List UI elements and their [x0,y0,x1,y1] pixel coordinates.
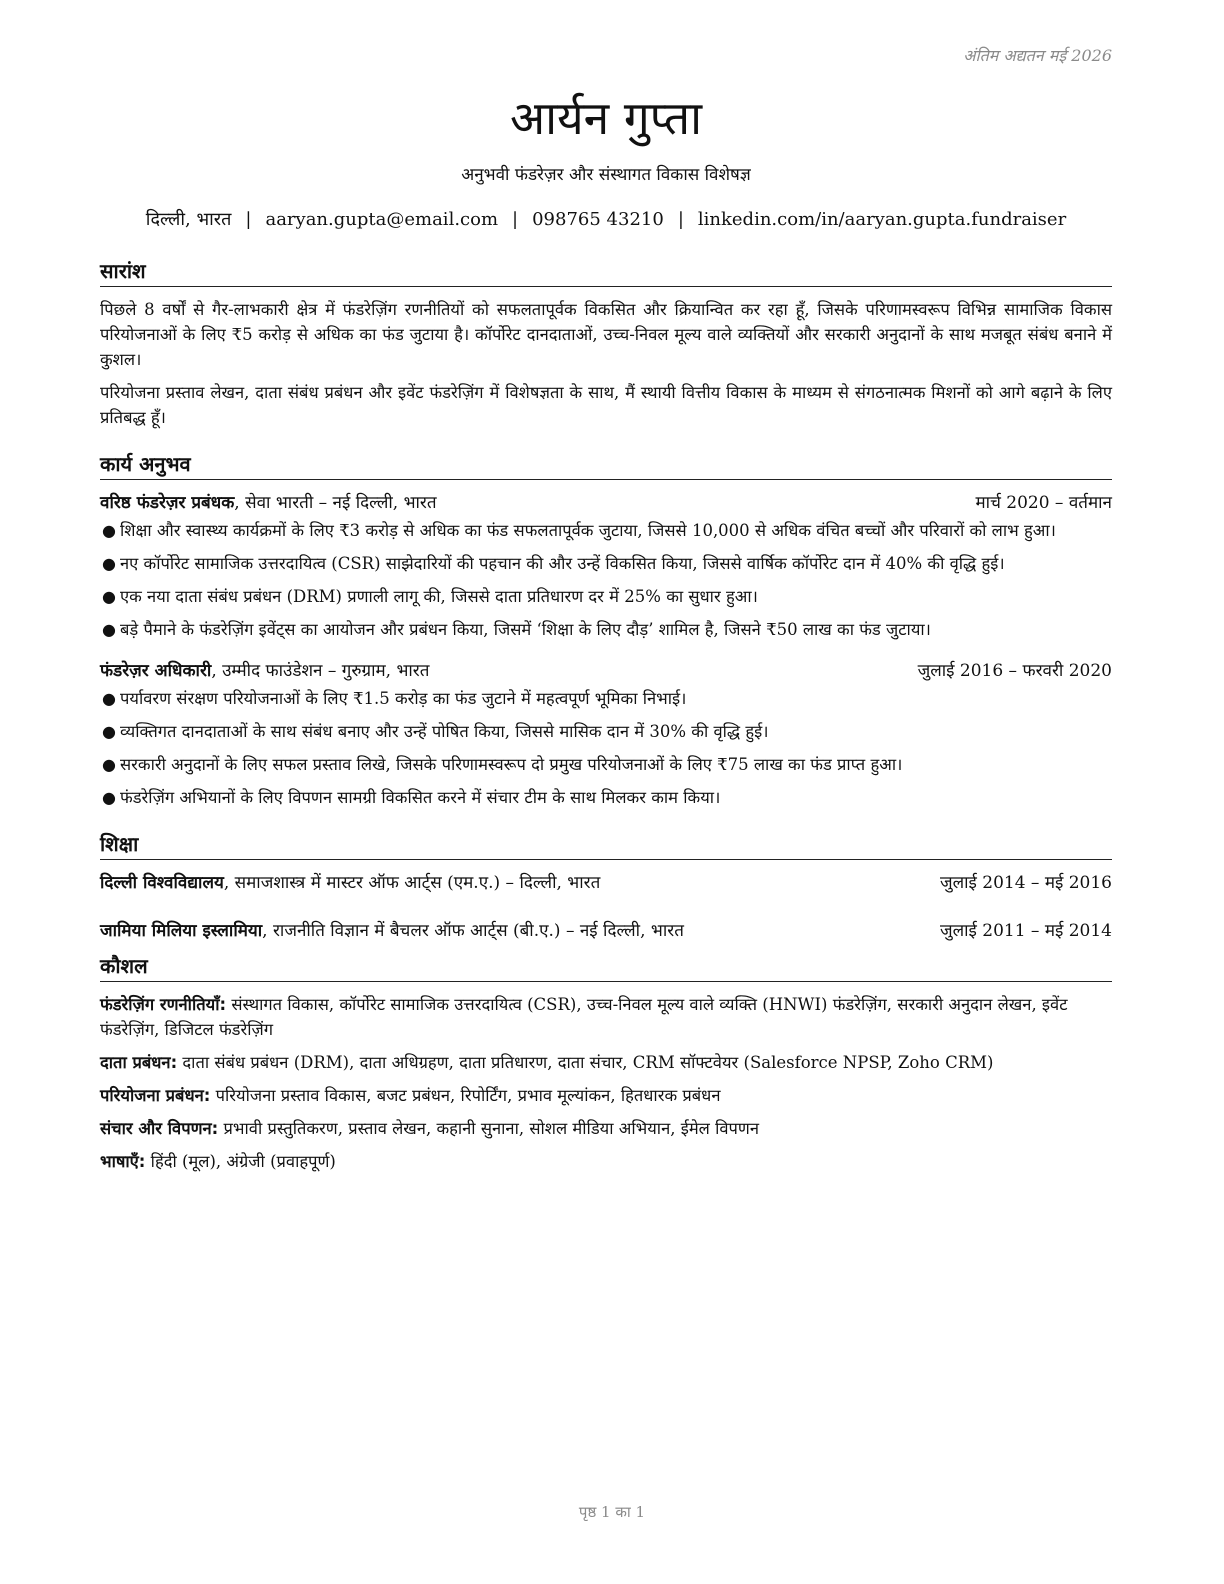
separator: | [677,209,684,230]
job-header [100,490,1112,516]
bullet-item [102,518,1112,543]
bullet-item [102,686,1112,711]
job-role: वरिष्ठ फंडरेज़र प्रबंधक [100,493,235,513]
skill-label: दाता प्रबंधन: [100,1053,178,1072]
candidate-name: आर्यन गुप्ता [509,91,703,145]
education-dates: जुलाई 2011 – मई 2014 [939,921,1112,941]
summary-paragraph: परियोजना प्रस्ताव लेखन, दाता संबंध प्रबंधन और इवेंट फंडरेज़िंग में विशेषज्ञता के साथ, मैं स्थायी वित्तीय विकास के माध्यम से संगठनात्मक मिशनों को आगे बढ़ाने के लिए प्रतिबद्ध हूँ। [100,383,1112,427]
bullet-icon: ● [102,788,116,807]
bullet-icon: ● [102,554,116,573]
bullet-icon: ● [102,620,116,639]
bullet-text: सरकारी अनुदानों के लिए सफल प्रस्ताव लिखे, जिसके परिणामस्वरूप दो प्रमुख परियोजनाओं के लिए ₹75 लाख का फंड प्राप्त हुआ। [120,755,903,774]
education-line [100,870,600,896]
bullet-item [102,584,1112,609]
skill-row [100,1050,1112,1075]
job-title-line [100,490,437,516]
section-title-education: शिक्षा [100,830,1112,860]
bullet-icon: ● [102,689,116,708]
tagline: अनुभवी फंडरेज़र और संस्थागत विकास विशेषज्ञ [461,165,751,185]
summary-paragraph: पिछले 8 वर्षों से गैर-लाभकारी क्षेत्र में फंडरेज़िंग रणनीतियों को सफलतापूर्वक विकसित और क्रियान्वित कर रहा हूँ, जिसके परिणामस्वरूप विभिन्न सामाजिक विकास परियोजनाओं के लिए ₹5 करोड़ से अधिक का फंड जुटाया है। कॉर्पोरेट दानदाताओं, उच्च-निवल मूल्य वाले व्यक्तियों और सरकारी अनुदानों के साथ मजबूत संबंध बनाने में कुशल। [100,300,1112,369]
education-line [100,918,684,944]
bullet-icon: ● [102,521,116,540]
skill-text: दाता संबंध प्रबंधन (DRM), दाता अधिग्रहण, दाता प्रतिधारण, दाता संचार, CRM सॉफ्टवेयर (Salesforce NPSP, Zoho CRM) [177,1053,994,1072]
last-updated: अंतिम अद्यतन मई 2026 [963,46,1112,65]
bullet-item [102,551,1112,576]
bullet-text: शिक्षा और स्वास्थ्य कार्यक्रमों के लिए ₹3 करोड़ से अधिक का फंड सफलतापूर्वक जुटाया, जिससे 10,000 से अधिक वंचित बच्चों और परिवारों को लाभ हुआ। [120,521,1056,540]
skill-row [100,992,1112,1042]
skill-row [100,1116,1112,1141]
education-school: दिल्ली विश्वविद्यालय [100,873,224,893]
bullet-text: व्यक्तिगत दानदाताओं के साथ संबंध बनाए और उन्हें पोषित किया, जिससे मासिक दान में 30% की वृद्धि हुई। [120,722,769,741]
job-header [100,658,1112,684]
bullet-text: पर्यावरण संरक्षण परियोजनाओं के लिए ₹1.5 करोड़ का फंड जुटाने में महत्वपूर्ण भूमिका निभाई। [120,689,687,708]
education-school: जामिया मिलिया इस्लामिया [100,921,263,941]
job-org: , सेवा भारती – नई दिल्ली, भारत [234,493,437,513]
skill-label: संचार और विपणन: [100,1119,219,1138]
bullet-item [102,719,1112,744]
skill-text: परियोजना प्रस्ताव विकास, बजट प्रबंधन, रिपोर्टिंग, प्रभाव मूल्यांकन, हितधारक प्रबंधन [210,1086,721,1105]
separator: | [512,209,519,230]
page-number: पृष्ठ 1 का 1 [578,1503,646,1521]
job-title-line [100,658,429,684]
phone: 098765 43210 [532,209,664,230]
job-bullets [100,686,1112,810]
bullet-item [102,752,1112,777]
contact-line [100,207,1112,231]
resume-page [100,40,1112,1182]
job-dates: जुलाई 2016 – फरवरी 2020 [917,661,1112,681]
education-dates: जुलाई 2014 – मई 2016 [939,873,1112,893]
skill-label: फंडरेज़िंग रणनीतियाँ: [100,995,227,1014]
section-title-skills: कौशल [100,952,1112,982]
education-entry [100,918,1112,944]
education-detail: , राजनीति विज्ञान में बैचलर ऑफ आर्ट्स (बी.ए.) – नई दिल्ली, भारत [262,921,684,941]
job-bullets [100,518,1112,642]
skill-text: हिंदी (मूल), अंग्रेजी (प्रवाहपूर्ण) [145,1152,336,1171]
education-entry [100,870,1112,896]
bullet-icon: ● [102,755,116,774]
email-link[interactable]: aaryan.gupta@email.com [265,209,499,230]
job-org: , उम्मीद फाउंडेशन – गुरुग्राम, भारत [211,661,430,681]
skill-text: प्रभावी प्रस्तुतिकरण, प्रस्ताव लेखन, कहानी सुनाना, सोशल मीडिया अभियान, ईमेल विपणन [218,1119,760,1138]
separator: | [245,209,252,230]
skill-label: परियोजना प्रबंधन: [100,1086,211,1105]
skill-row [100,1149,1112,1174]
bullet-text: एक नया दाता संबंध प्रबंधन (DRM) प्रणाली लागू की, जिससे दाता प्रतिधारण दर में 25% का सुधार हुआ। [120,587,758,606]
bullet-item [102,785,1112,810]
skill-text: संस्थागत विकास, कॉर्पोरेट सामाजिक उत्तरदायित्व (CSR), उच्च-निवल मूल्य वाले व्यक्ति (HNWI) फंडरेज़िंग, सरकारी अनुदान लेखन, इवेंट फंडरेज़िंग, डिजिटल फंडरेज़िंग [100,995,1068,1039]
bullet-text: फंडरेज़िंग अभियानों के लिए विपणन सामग्री विकसित करने में संचार टीम के साथ मिलकर काम किया। [120,788,721,807]
job-entry [100,490,1112,642]
section-title-summary: सारांश [100,257,1112,287]
education-detail: , समाजशास्त्र में मास्टर ऑफ आर्ट्स (एम.ए.) – दिल्ली, भारत [223,873,601,893]
bullet-item [102,617,1112,642]
bullet-text: बड़े पैमाने के फंडरेज़िंग इवेंट्स का आयोजन और प्रबंधन किया, जिसमें ‘शिक्षा के लिए दौड़’ शामिल है, जिसने ₹50 लाख का फंड जुटाया। [120,620,931,639]
section-title-experience: कार्य अनुभव [100,450,1112,480]
bullet-icon: ● [102,587,116,606]
bullet-icon: ● [102,722,116,741]
bullet-text: नए कॉर्पोरेट सामाजिक उत्तरदायित्व (CSR) साझेदारियों की पहचान की और उन्हें विकसित किया, जिससे वार्षिक कॉर्पोरेट दान में 40% की वृद्धि हुई। [120,554,1005,573]
skill-row [100,1083,1112,1108]
skill-label: भाषाएँ: [100,1152,146,1171]
job-entry [100,658,1112,810]
job-dates: मार्च 2020 – वर्तमान [975,493,1112,513]
linkedin-link[interactable]: linkedin.com/in/aaryan.gupta.fundraiser [697,209,1067,230]
job-role: फंडरेज़र अधिकारी [100,661,212,681]
location: दिल्ली, भारत [145,209,232,230]
